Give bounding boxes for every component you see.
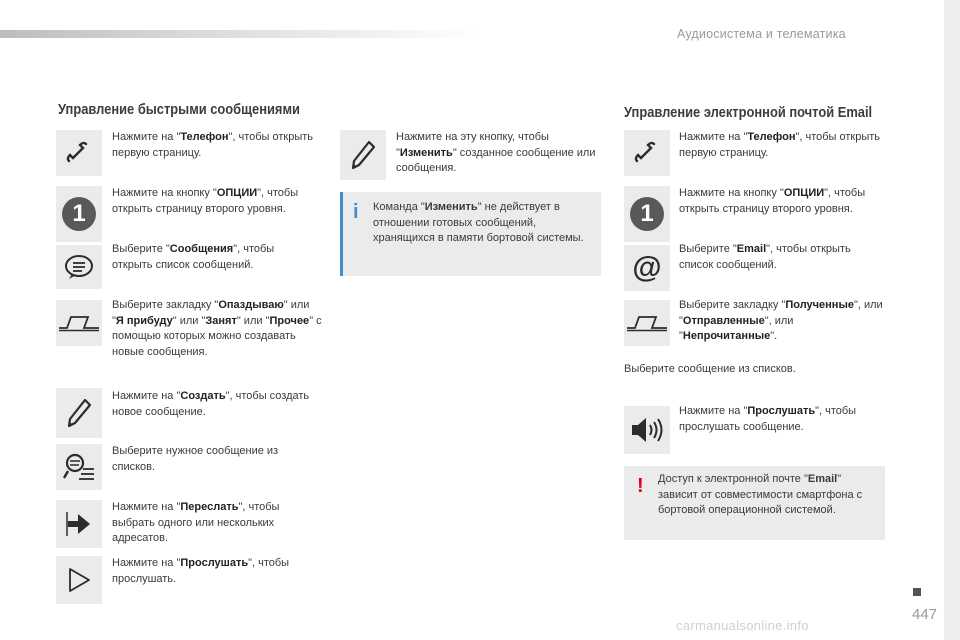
info-note-text: Команда "Изменить" не действует в отношении готовых сообщений, хранящихся в памяти бортовой системы. — [373, 201, 584, 244]
info-note — [340, 192, 601, 276]
info-note-accent — [340, 192, 343, 276]
step-number-1-icon: 1 — [624, 186, 670, 242]
step-options-text: Нажмите на кнопку "ОПЦИИ", чтобы открыть страницу второго уровня. — [112, 187, 299, 215]
pencil-icon — [340, 130, 386, 180]
step-listen-text: Нажмите на "Прослушать", чтобы прослушать. — [112, 557, 290, 585]
section-title-quick-messages: Управление быстрыми сообщениями — [58, 101, 300, 118]
step-select-text: Выберите нужное сообщение из списков. — [112, 445, 279, 473]
page-number: 447 — [912, 606, 938, 623]
tab-icon — [624, 300, 670, 346]
info-icon: i — [353, 201, 359, 223]
email-step-select-text: Выберите "Email", чтобы открыть список сообщений. — [679, 243, 851, 271]
warning-note-text: Доступ к электронной почте "Email" зависит от совместимости смартфона с бортовой операционной системой. — [658, 473, 863, 516]
forward-arrow-icon — [56, 500, 102, 548]
phone-handset-icon — [56, 130, 102, 176]
step-forward-text: Нажмите на "Переслать", чтобы выбрать одного или нескольких адресатов. — [112, 501, 280, 544]
email-step-tabs-text: Выберите закладку "Полученные", или "Отправленные", или "Непрочитанные". — [679, 299, 883, 342]
step-number-1-icon: 1 — [56, 186, 102, 242]
phone-handset-icon — [624, 130, 670, 176]
warning-note — [624, 466, 885, 540]
step-create-text: Нажмите на "Создать", чтобы создать новое сообщение. — [112, 390, 310, 418]
at-sign-icon: @ — [624, 245, 670, 291]
search-list-icon — [56, 444, 102, 490]
step-tabs-text: Выберите закладку "Опаздываю" или "Я прибуду" или "Занят" или "Прочее" с помощью которых можно создавать новые сообщения. — [112, 299, 322, 358]
step-phone-text: Нажмите на "Телефон", чтобы открыть первую страницу. — [112, 131, 314, 159]
header-decorative-bar — [0, 30, 480, 38]
tab-icon — [56, 300, 102, 346]
section-title-email: Управление электронной почтой Email — [624, 104, 873, 121]
page-marker — [913, 588, 921, 596]
email-step-options-text: Нажмите на кнопку "ОПЦИИ", чтобы открыть страницу второго уровня. — [679, 187, 866, 215]
watermark: carmanualsonline.info — [676, 618, 809, 633]
chapter-title: Аудиосистема и телематика — [677, 27, 846, 41]
email-step-listen-text: Нажмите на "Прослушать", чтобы прослушать сообщение. — [679, 405, 857, 433]
message-list-icon — [56, 245, 102, 289]
pencil-icon — [56, 388, 102, 438]
step-messages-text: Выберите "Сообщения", чтобы открыть список сообщений. — [112, 243, 275, 271]
email-step-phone-text: Нажмите на "Телефон", чтобы открыть первую страницу. — [679, 131, 881, 159]
warning-icon: ! — [637, 475, 644, 497]
play-icon — [56, 556, 102, 604]
speaker-icon — [624, 406, 670, 454]
email-select-message-text: Выберите сообщение из списков. — [624, 363, 796, 375]
step-edit-text: Нажмите на эту кнопку, чтобы "Изменить" созданное сообщение или сообщения. — [396, 131, 596, 174]
page-edge-bar — [944, 0, 960, 640]
